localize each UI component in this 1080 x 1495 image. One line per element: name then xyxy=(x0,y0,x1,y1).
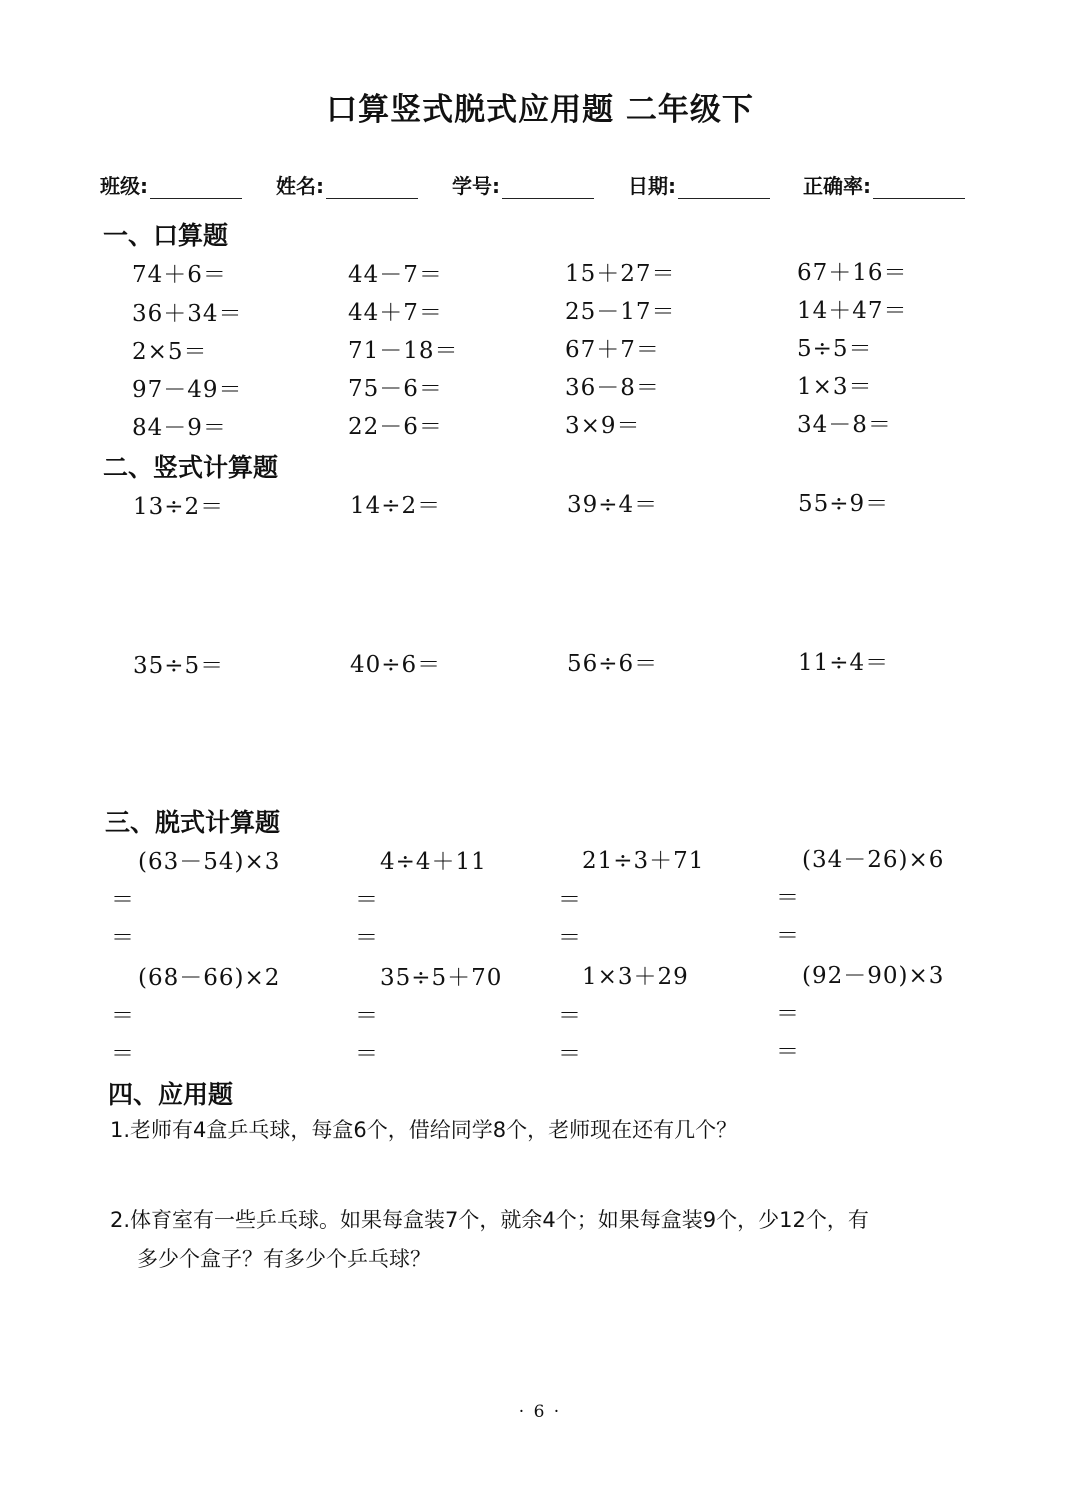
section-word-problems-heading: 四、应用题 xyxy=(108,1080,234,1109)
oral-problem: 25－17＝ xyxy=(565,299,676,325)
equals-sign: ＝ xyxy=(355,925,378,951)
vertical-problem: 11÷4＝ xyxy=(798,650,890,676)
word-problem-2-line-1: 2.体育室有一些乒乓球。如果每盒装7个，就余4个；如果每盒装9个，少12个，有 xyxy=(110,1208,869,1232)
equals-sign: ＝ xyxy=(776,1039,799,1065)
equals-sign: ＝ xyxy=(355,887,378,913)
equals-sign: ＝ xyxy=(558,925,581,951)
equals-sign: ＝ xyxy=(558,887,581,913)
vertical-problem: 14÷2＝ xyxy=(350,493,442,519)
section-vertical-calc-heading: 二、竖式计算题 xyxy=(103,453,279,482)
vertical-problem: 35÷5＝ xyxy=(133,653,225,679)
date-blank[interactable] xyxy=(678,178,770,199)
oral-problem: 34－8＝ xyxy=(797,412,892,438)
page-number: · 6 · xyxy=(518,1402,562,1422)
stepwise-problem: (68－66)×2 xyxy=(138,965,281,991)
student-number-blank[interactable] xyxy=(502,178,594,199)
stepwise-problem: (92－90)×3 xyxy=(802,963,945,989)
name-label: 姓名: xyxy=(276,174,324,198)
stepwise-problem: 35÷5＋70 xyxy=(380,965,503,991)
class-label: 班级: xyxy=(100,174,148,198)
stepwise-problem: (34－26)×6 xyxy=(802,847,945,873)
oral-problem: 67＋16＝ xyxy=(797,260,908,286)
oral-problem: 67＋7＝ xyxy=(565,337,660,363)
word-problem-2-line-2: 多少个盒子？有多少个乒乓球？ xyxy=(137,1247,431,1271)
equals-sign: ＝ xyxy=(776,923,799,949)
stepwise-problem: (63－54)×3 xyxy=(138,849,281,875)
equals-sign: ＝ xyxy=(776,885,799,911)
equals-sign: ＝ xyxy=(111,925,134,951)
oral-problem: 36＋34＝ xyxy=(132,301,243,327)
accuracy-label: 正确率: xyxy=(803,174,871,198)
equals-sign: ＝ xyxy=(558,1041,581,1067)
name-blank[interactable] xyxy=(326,178,418,199)
stepwise-problem: 21÷3＋71 xyxy=(582,848,705,874)
vertical-problem: 56÷6＝ xyxy=(567,651,659,677)
page-title: 口算竖式脱式应用题 二年级下 xyxy=(326,92,754,128)
section-oral-calc-heading: 一、口算题 xyxy=(103,221,229,250)
section-stepwise-calc-heading: 三、脱式计算题 xyxy=(105,808,281,837)
date-label: 日期: xyxy=(628,174,676,198)
equals-sign: ＝ xyxy=(111,1041,134,1067)
equals-sign: ＝ xyxy=(111,1003,134,1029)
oral-problem: 44＋7＝ xyxy=(348,300,443,326)
oral-problem: 2×5＝ xyxy=(132,339,208,365)
oral-problem: 1×3＝ xyxy=(797,374,873,400)
oral-problem: 74＋6＝ xyxy=(132,262,227,288)
equals-sign: ＝ xyxy=(355,1003,378,1029)
oral-problem: 5÷5＝ xyxy=(797,336,873,362)
accuracy-field xyxy=(803,170,965,199)
oral-problem: 3×9＝ xyxy=(565,413,641,439)
word-problem-1: 1.老师有4盒乒乓球，每盒6个，借给同学8个，老师现在还有几个？ xyxy=(110,1118,738,1142)
oral-problem: 22－6＝ xyxy=(348,414,443,440)
oral-problem: 14＋47＝ xyxy=(797,298,908,324)
equals-sign: ＝ xyxy=(111,887,134,913)
date-field xyxy=(628,170,770,199)
oral-problem: 44－7＝ xyxy=(348,262,443,288)
oral-problem: 75－6＝ xyxy=(348,376,443,402)
accuracy-blank[interactable] xyxy=(873,178,965,199)
vertical-problem: 55÷9＝ xyxy=(798,491,890,517)
class-field xyxy=(100,170,242,199)
equals-sign: ＝ xyxy=(776,1001,799,1027)
student-info-row xyxy=(100,170,1000,204)
equals-sign: ＝ xyxy=(355,1041,378,1067)
oral-problem: 36－8＝ xyxy=(565,375,660,401)
oral-problem: 71－18＝ xyxy=(348,338,459,364)
equals-sign: ＝ xyxy=(558,1003,581,1029)
vertical-problem: 40÷6＝ xyxy=(350,652,442,678)
oral-problem: 84－9＝ xyxy=(132,415,227,441)
student-number-field xyxy=(452,170,594,199)
name-field xyxy=(276,170,418,199)
oral-problem: 97－49＝ xyxy=(132,377,243,403)
oral-problem: 15＋27＝ xyxy=(565,261,676,287)
vertical-problem: 13÷2＝ xyxy=(133,494,225,520)
vertical-problem: 39÷4＝ xyxy=(567,492,659,518)
stepwise-problem: 4÷4＋11 xyxy=(380,849,487,875)
student-number-label: 学号: xyxy=(452,174,500,198)
class-blank[interactable] xyxy=(150,178,242,199)
stepwise-problem: 1×3＋29 xyxy=(582,964,689,990)
